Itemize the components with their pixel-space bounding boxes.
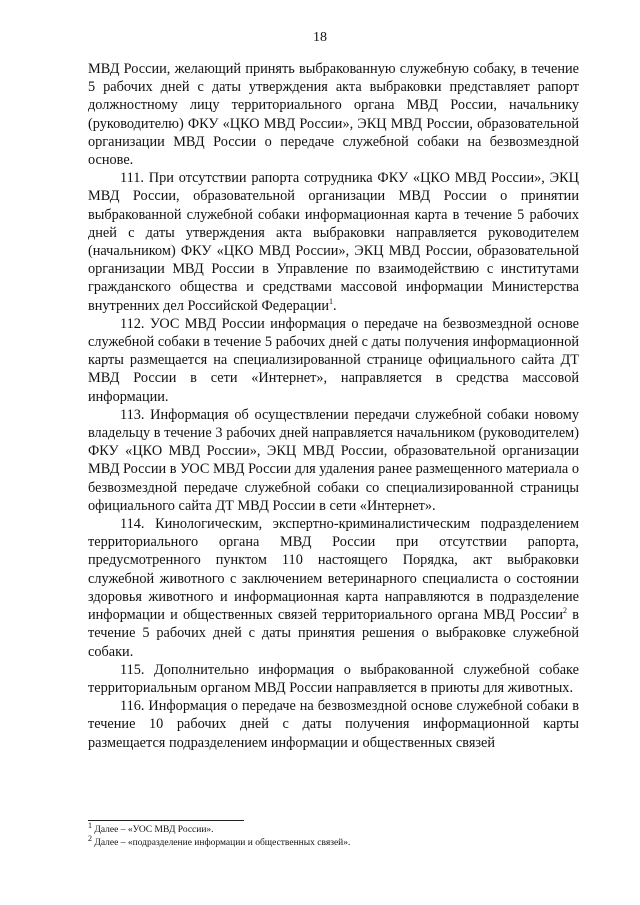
footnote-text: Далее – «УОС МВД России». <box>92 825 214 835</box>
document-body <box>88 60 579 752</box>
paragraph-text: 115. Дополнительно информация о выбракованной служебной собаке территориальным органом МВД России направляется в приюты для животных. <box>88 661 579 696</box>
footnote-1 <box>88 820 579 837</box>
paragraph-116 <box>88 697 579 752</box>
paragraph-111 <box>88 169 579 315</box>
paragraph-112 <box>88 315 579 406</box>
footnotes <box>88 820 579 850</box>
footnote-divider <box>88 820 244 821</box>
paragraph-text: 113. Информация об осуществлении передачи служебной собаки новому владельцу в течение 3 рабочих дней направляется начальником (руководителем) ФКУ «ЦКО МВД России», ЭКЦ МВД России, образовательной организации МВД России в УОС МВД России для удаления ранее размещенного материала о безвозмездной передаче служебной собаки со специализированной страницы официального сайта ДТ МВД России в сети «Интернет». <box>88 406 579 514</box>
paragraph-text: 112. УОС МВД России информация о передаче на безвозмездной основе служебной собаки в течение 5 рабочих дней с даты получения информационной карты размещается на специализированной странице официального сайта ДТ МВД России в сети «Интернет», направляется в средства массовой информации. <box>88 315 579 405</box>
paragraph-115 <box>88 661 579 697</box>
paragraph-text: 116. Информация о передаче на безвозмездной основе служебной собаки в течение 10 рабочих дней с даты получения информационной карты размещается подразделением информации и общественных связей <box>88 698 579 751</box>
paragraph-tail: . <box>333 297 337 314</box>
paragraph-113 <box>88 406 579 515</box>
paragraph-text: 111. При отсутствии рапорта сотрудника ФКУ «ЦКО МВД России», ЭКЦ МВД России, образовательной организации МВД России о принятии выбракованной служебной собаки информационная карта в течение 5 рабочих дней с даты утверждения акта выбраковки направляется руководителем (начальником) ФКУ «ЦКО МВД России», ЭКЦ МВД России, образовательной организации МВД России в Управление по взаимодействию с институтами гражданского общества и средствами массовой информации Министерства внутренних дел Российской Федерации <box>88 170 579 314</box>
paragraph-tail: в течение 5 рабочих дней с даты принятия решения о выбраковке служебной собаки. <box>88 607 579 660</box>
paragraph-114 <box>88 515 579 661</box>
paragraph-text: МВД России, желающий принять выбракованную служебную собаку, в течение 5 рабочих дней с даты утверждения акта выбраковки представляет рапорт должностному лицу территориального органа МВД России, начальнику (руководителю) ФКУ «ЦКО МВД России», ЭКЦ МВД России, образовательной организации МВД России о передаче служебной собаки на безвозмездной основе. <box>88 61 579 169</box>
footnote-mark: 2 <box>88 833 92 843</box>
paragraph-110-continuation <box>88 60 579 169</box>
footnote-text: Далее – «подразделение информации и общественных связей». <box>92 838 351 848</box>
footnote-2 <box>88 833 579 850</box>
paragraph-text: 114. Кинологическим, экспертно-криминалистическим подразделением территориального органа МВД России при отсутствии рапорта, предусмотренного пунктом 110 настоящего Порядка, акт выбраковки служебной животного с заключением ветеринарного специалиста о состоянии здоровья животного и информационная карта направляются в подразделение информации и общественных связей территориального органа МВД России <box>88 516 579 624</box>
footnote-reference: 2 <box>563 606 568 616</box>
footnote-mark: 1 <box>88 820 92 830</box>
footnote-reference: 1 <box>329 296 334 306</box>
page-number: 18 <box>313 30 327 45</box>
